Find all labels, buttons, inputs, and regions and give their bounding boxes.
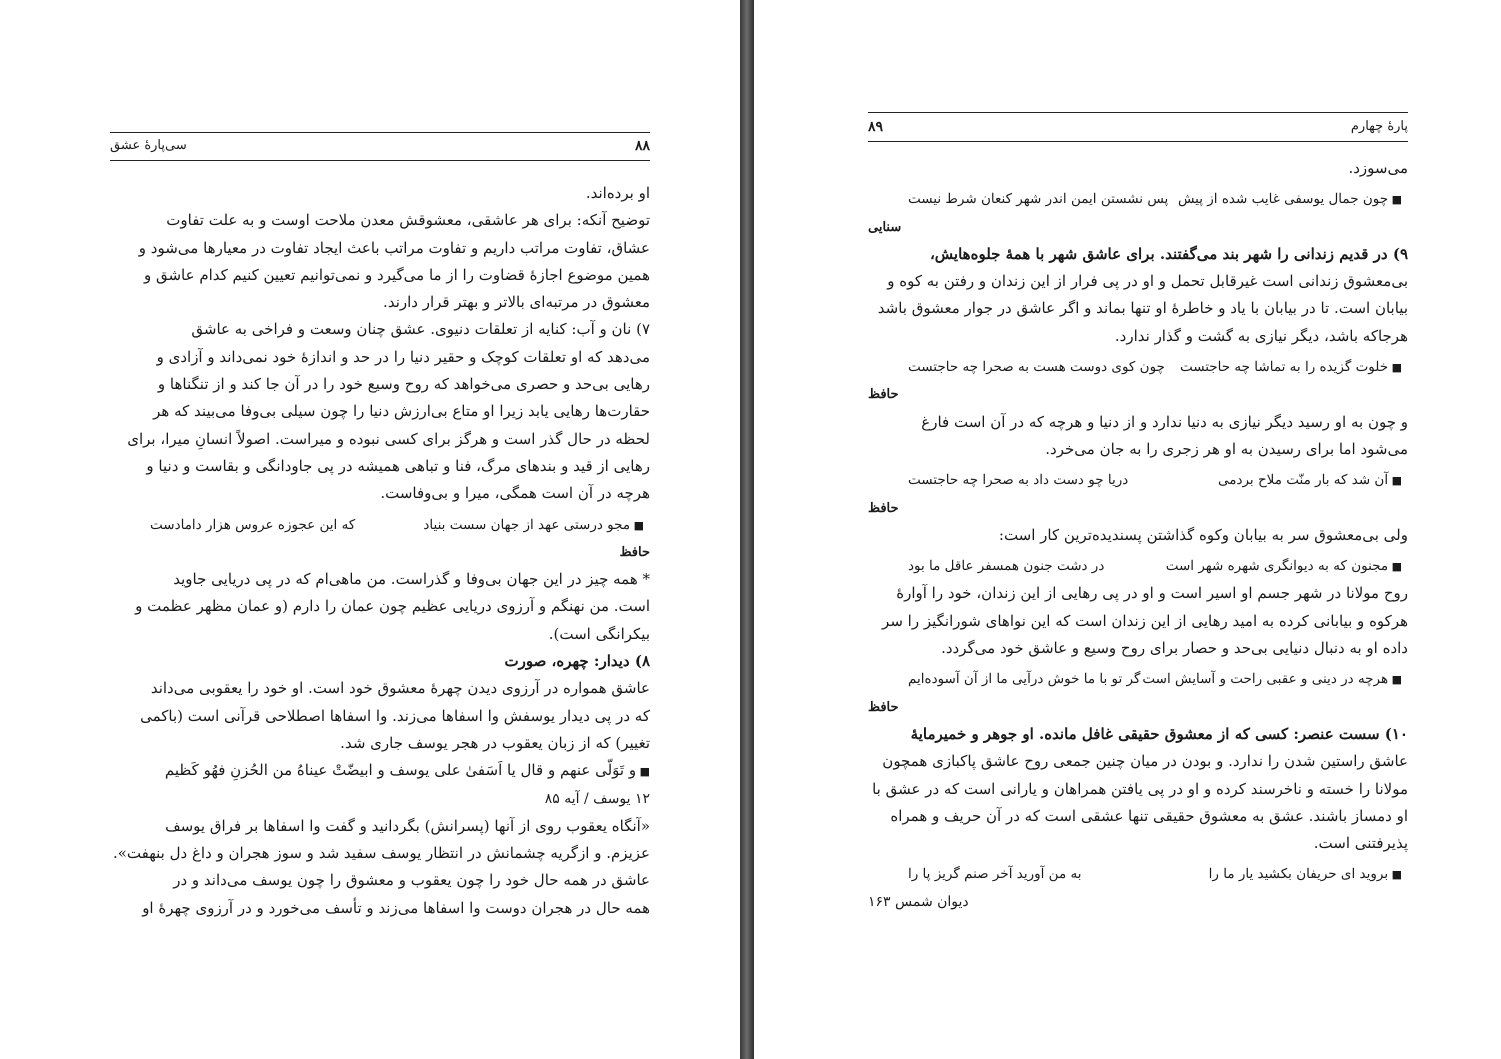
text-line: «آنگاه یعقوب روی از آنها (پسرانش) بگردانید و گفت وا اسفاها بر فراق یوسف bbox=[165, 816, 650, 835]
text-line: ۷) نان و آب: کنایه از تعلقات دنیوی. عشق چنان وسعت و فراخی به عاشق bbox=[191, 320, 650, 339]
text-line: که در پی دیدار یوسفش وا اسفاها می‌زند. وا اسفاها اصطلاحی قرآنی است (باکمی bbox=[140, 706, 650, 725]
page-header bbox=[868, 119, 1408, 139]
verse bbox=[868, 861, 1408, 888]
text-line: مولانا را خسته و ناخرسند کرده و او در پی یافتن همراهان و یارانی است که در عشق با bbox=[872, 779, 1408, 798]
quran-verse: ■ و تَوَلّی عنهم و قال یا اَسَفیٰ علی یوسف و ابیضّتْ عیناهُ من الحُزنِ فهُو کَظیم bbox=[110, 757, 650, 785]
verse bbox=[868, 186, 1408, 213]
text-line: بیابان است. تا در بیابان با یاد و خاطرهٔ او تنها بماند و اگر عاشق در جوار معشوق باشد bbox=[877, 299, 1408, 318]
header-rule bbox=[110, 132, 650, 133]
quran-reference: ۱۲ یوسف / آیه ۸۵ bbox=[544, 790, 650, 807]
text-line: روح مولانا در شهر جسم او اسیر است و او در پی رهایی از این زندان، خود را آوارهٔ bbox=[896, 584, 1408, 603]
text-line: ۹) در قدیم زندانی را شهر بند می‌گفتند. برای عاشق شهر با همهٔ جلوه‌هایش، bbox=[929, 244, 1408, 263]
verse bbox=[868, 467, 1408, 494]
book-spine bbox=[740, 0, 754, 1059]
text-line: او برده‌اند. bbox=[585, 184, 650, 202]
text-line: می‌شود اما برای رسیدن به او هر زجری را به جان می‌خرد. bbox=[1045, 439, 1408, 458]
verse-hemistich: ■ مجو درستی عهد از جهان سست بنیاد bbox=[423, 512, 644, 539]
text-line: تغییر) که از زبان یعقوب در هجر یوسف جاری شد. bbox=[340, 733, 650, 752]
poet-name: حافظ bbox=[868, 387, 899, 403]
page-number: ۸۹ bbox=[868, 119, 884, 135]
poet-name: سنایی bbox=[868, 219, 902, 235]
page-number: ۸۸ bbox=[634, 138, 650, 154]
verse-hemistich: ■ مجنون که به دیوانگری شهره شهر است bbox=[1166, 553, 1402, 580]
verse-hemistich: ■ آن شد که بار منّت ملاح بردمی bbox=[1218, 467, 1402, 494]
text-line: * همه چیز در این جهان بی‌وفا و گذراست. من ماهی‌ام که در پی دریایی جاوید bbox=[173, 570, 650, 589]
source-reference: دیوان شمس ۱۶۳ bbox=[868, 893, 969, 910]
text-line: هرکوه و بیابانی کرده به امید رهایی از این زندان است که این نواهای شورانگیز را سر bbox=[882, 611, 1408, 630]
note-heading: ۱۰) سست عنصر: کسی که از معشوق حقیقی غافل مانده. او جوهر و خمیرمایهٔ bbox=[910, 724, 1408, 743]
verse-hemistich: گر تو با ما خوش درآیی ما از آن آسوده‌ایم bbox=[908, 671, 1141, 688]
verse-hemistich: ■ چون جمال یوسفی غایب شده از پیش bbox=[1178, 186, 1402, 213]
verse-hemistich: چون کوی دوست هست به صحرا چه حاجتست bbox=[908, 359, 1165, 376]
text-line: می‌سوزد. bbox=[1348, 159, 1408, 177]
page-body bbox=[110, 180, 650, 922]
text-line: عاشق در همه حال خود را چون یعقوب و معشوق را چون یوسف می‌داند و در bbox=[173, 871, 650, 890]
text-line: هرجاکه باشد، دیگر نیازی به گشت و گذار ندارد. bbox=[1114, 326, 1408, 345]
header-rule bbox=[868, 112, 1408, 113]
text-line: حقارت‌ها رهایی یابد زیرا او متاع بی‌ارزش دنیا را چون سیلی بی‌وفا می‌بیند که هر bbox=[153, 402, 650, 421]
verse-hemistich: دریا چو دست داد به صحرا چه حاجتست bbox=[908, 472, 1129, 489]
header-rule-bottom bbox=[110, 160, 650, 161]
text-line: توضیح آنکه: برای هر عاشقی، معشوقش معدن ملاحت اوست و به علت تفاوت bbox=[166, 211, 650, 230]
verse-hemistich: پس نشستن ایمن اندر شهر کنعان شرط نیست bbox=[908, 191, 1169, 208]
text-line: پذیرفتنی است. bbox=[1313, 834, 1408, 853]
right-page bbox=[868, 0, 1408, 1059]
verse-hemistich: به من آورید آخر صنم گریز پا را bbox=[908, 866, 1082, 883]
text-line: همه حال در هجران دوست وا اسفاها می‌زند و تأسف می‌خورد و در آرزوی چهرهٔ او bbox=[142, 898, 650, 917]
text-line: همین موضوع اجازهٔ قضاوت را از ما می‌گیرد و نمی‌توانیم تعیین کنیم کدام عاشق و bbox=[143, 265, 650, 284]
poet-name: حافظ bbox=[868, 500, 899, 516]
text-line: بی‌معشوق زندانی است غیرقابل تحمل و او در پی فرار از این زندان و رفتن به کوه و bbox=[887, 272, 1408, 291]
left-page bbox=[110, 0, 650, 1059]
verse bbox=[868, 666, 1408, 693]
text-line: ولی بی‌معشوق سر به بیابان وکوه گذاشتن پسندیده‌ترین کار است: bbox=[998, 525, 1408, 544]
text-line: لحظه در حال گذر است و هرگز برای کسی نبوده و میراست. اصولاً انسانِ میرا، برای bbox=[127, 429, 650, 448]
note-heading: ۸) دیدار: چهره، صورت bbox=[504, 652, 650, 671]
running-title: سی‌پارهٔ عشق bbox=[110, 138, 187, 153]
poet-name: حافظ bbox=[868, 699, 899, 715]
verse-hemistich: ■ بروید ای حریفان بکشید یار ما را bbox=[1209, 861, 1402, 888]
verse bbox=[868, 553, 1408, 580]
page-body bbox=[868, 155, 1408, 916]
poet-name: حافظ bbox=[619, 544, 650, 560]
verse-hemistich: که این عجوزه عروس هزار دامادست bbox=[150, 516, 356, 533]
verse bbox=[110, 512, 650, 539]
text-line: معشوق در مرتبه‌ای بالاتر و بهتر قرار دارند. bbox=[383, 293, 650, 312]
text-line: رهایی بی‌حد و حصری می‌خواهد که روح وسیع خود را در آن جا کند و از تنگناها و bbox=[157, 375, 650, 394]
text-line: عشاق، تفاوت مراتب داریم و تفاوت مراتب باعث ایجاد تفاوت در معیارها می‌شود و bbox=[138, 238, 650, 257]
text-line: است. من نهنگم و آرزوی دریایی عظیم چون عمان را دارم (و عمان مظهر عظمت و bbox=[135, 597, 650, 616]
verse-hemistich: در دشت جنون همسفر عاقل ما بود bbox=[908, 558, 1105, 575]
verse-hemistich: ■ هرچه در دینی و عقبی راحت و آسایش است bbox=[1142, 666, 1402, 693]
text-line: بیکرانگی است). bbox=[548, 624, 650, 643]
text-line: او دمساز باشند. عشق به معشوق حقیقی تنها عشقی است که در آن حریف و همراه bbox=[890, 806, 1408, 825]
text-line: داده او به دنبال دنیایی بی‌حد و حصار برای روح وسیع و عاشق خود می‌گردد. bbox=[941, 639, 1408, 658]
verse-hemistich: ■ خلوت گزیده را به تماشا چه حاجتست bbox=[1180, 354, 1402, 381]
text-line: هرچه در آن است همگی، میرا و بی‌وفاست. bbox=[380, 484, 650, 503]
text-line: می‌دهد که او تعلقات کوچک و حقیر دنیا را در حد و اندازهٔ خود نمی‌داند و آزادی و bbox=[156, 347, 650, 366]
text-line: و چون به او رسید دیگر نیازی به دنیا ندارد و از دنیا و هرچه که در آن است فارغ bbox=[921, 412, 1408, 431]
verse bbox=[868, 354, 1408, 381]
page-header bbox=[110, 138, 650, 158]
text-line: عاشق راستین شدن را ندارد. و بودن در میان چنین جمعی روح عاشق پاکبازی همچون bbox=[882, 752, 1408, 771]
header-rule-bottom bbox=[868, 141, 1408, 142]
text-line: عاشق همواره در آرزوی دیدن چهرهٔ معشوق خود است. او خود را یعقوبی می‌داند bbox=[150, 679, 650, 698]
text-line: رهایی از قید و بندهای مرگ، فنا و تباهی همیشه در پی جاودانگی و بقاست و دنیا و bbox=[146, 456, 650, 475]
text-line: عزیزم. و ازگریه چشمانش در انتظار یوسف سفید شد و سوز هجران و داغ دل بنهفت». bbox=[112, 844, 650, 863]
running-title: پارهٔ چهارم bbox=[1350, 119, 1408, 134]
